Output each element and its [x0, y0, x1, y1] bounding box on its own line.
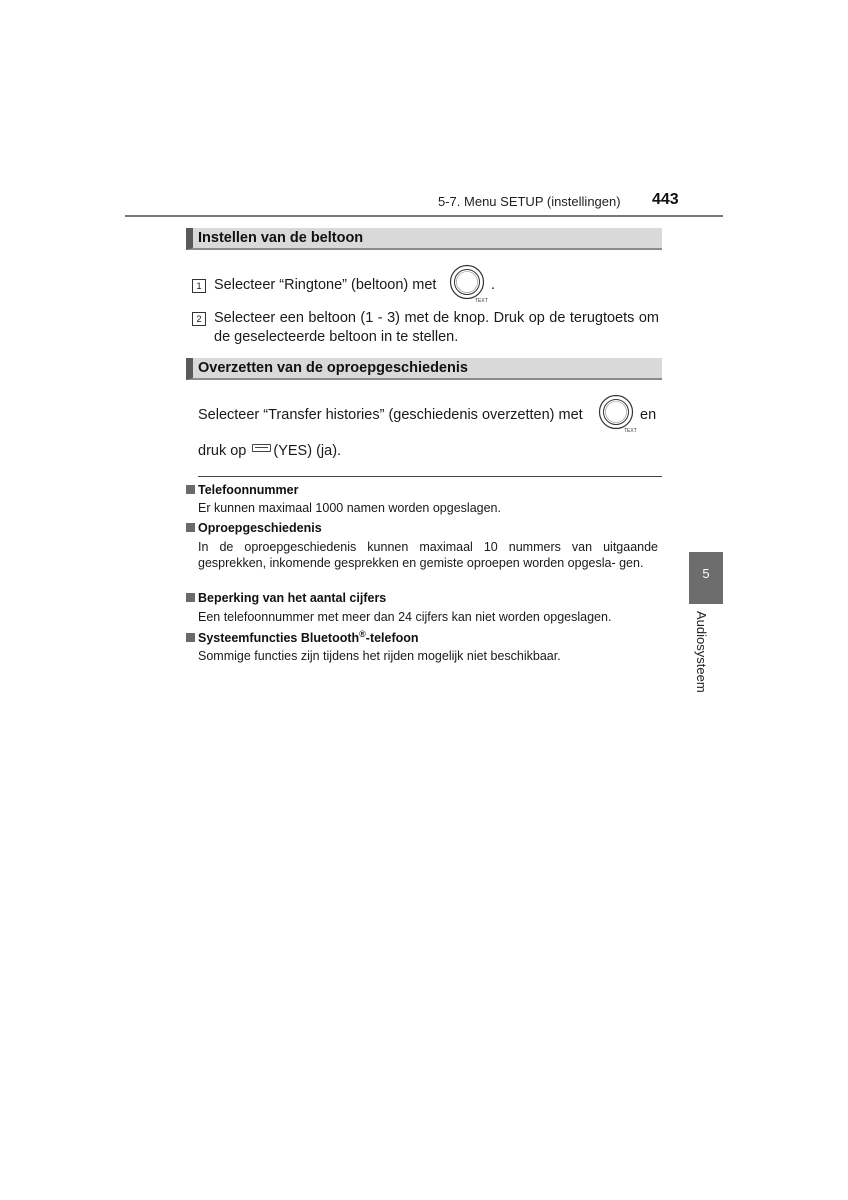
note-heading-call-history: Oproepgeschiedenis — [186, 521, 322, 535]
tune-knob-icon — [597, 394, 637, 439]
step-2-text: Selecteer een beltoon (1 - 3) met de knop. Druk op de terugtoets om de geselecteerde beltoon in te stellen. — [214, 310, 659, 345]
section-title-bar-ringtone — [186, 228, 662, 250]
square-bullet-icon — [186, 633, 195, 642]
note-heading-digit-limit: Beperking van het aantal cijfers — [186, 591, 386, 605]
section-title: Overzetten van de oproepgeschiedenis — [198, 360, 468, 376]
note-text-bluetooth: Sommige functies zijn tijdens het rijden mogelijk niet beschikbaar. — [198, 649, 561, 663]
knob-label: TEXT — [624, 428, 637, 434]
knob-label: TEXT — [475, 298, 488, 304]
notes-divider — [198, 476, 662, 477]
header-divider — [125, 215, 723, 217]
section-title-bar-transfer — [186, 358, 662, 380]
note-text-call-history: In de oproepgeschiedenis kunnen maximaal 10 nummers van uitgaande gesprekken, inkomende gesprekken en gemiste oproepen worden opgesla- gen. — [198, 540, 658, 570]
page-number: 443 — [652, 191, 679, 208]
chapter-number: 5 — [702, 566, 710, 581]
section-heading: 5-7. Menu SETUP (instellingen) — [438, 194, 621, 209]
transfer-instruction-line1: Selecteer “Transfer histories” (geschiedenis overzetten) met — [198, 407, 583, 423]
press-text: druk op — [198, 443, 247, 459]
square-bullet-icon — [186, 593, 195, 602]
transfer-instruction-line2 — [198, 442, 341, 461]
step-number-2: 2 — [192, 312, 206, 326]
square-bullet-icon — [186, 523, 195, 532]
square-bullet-icon — [186, 485, 195, 494]
note-text-phone-number: Er kunnen maximaal 1000 namen worden opgeslagen. — [198, 501, 501, 515]
chapter-label: Audiosysteem — [694, 611, 709, 693]
step-number-1: 1 — [192, 279, 206, 293]
note-heading-phone-number: Telefoonnummer — [186, 483, 298, 497]
step-1-text: Selecteer “Ringtone” (beltoon) met — [214, 277, 437, 293]
transfer-instruction-en: en — [640, 407, 657, 423]
note-text-digit-limit: Een telefoonnummer met meer dan 24 cijfers kan niet worden opgeslagen. — [198, 610, 612, 624]
yes-button-icon — [252, 444, 271, 452]
step-1-period: . — [491, 277, 496, 293]
section-title: Instellen van de beltoon — [198, 230, 364, 246]
yes-text: (YES) (ja). — [273, 443, 342, 459]
note-heading-bluetooth: Systeemfuncties Bluetooth®-telefoon — [186, 629, 419, 645]
tune-knob-icon — [448, 264, 488, 309]
